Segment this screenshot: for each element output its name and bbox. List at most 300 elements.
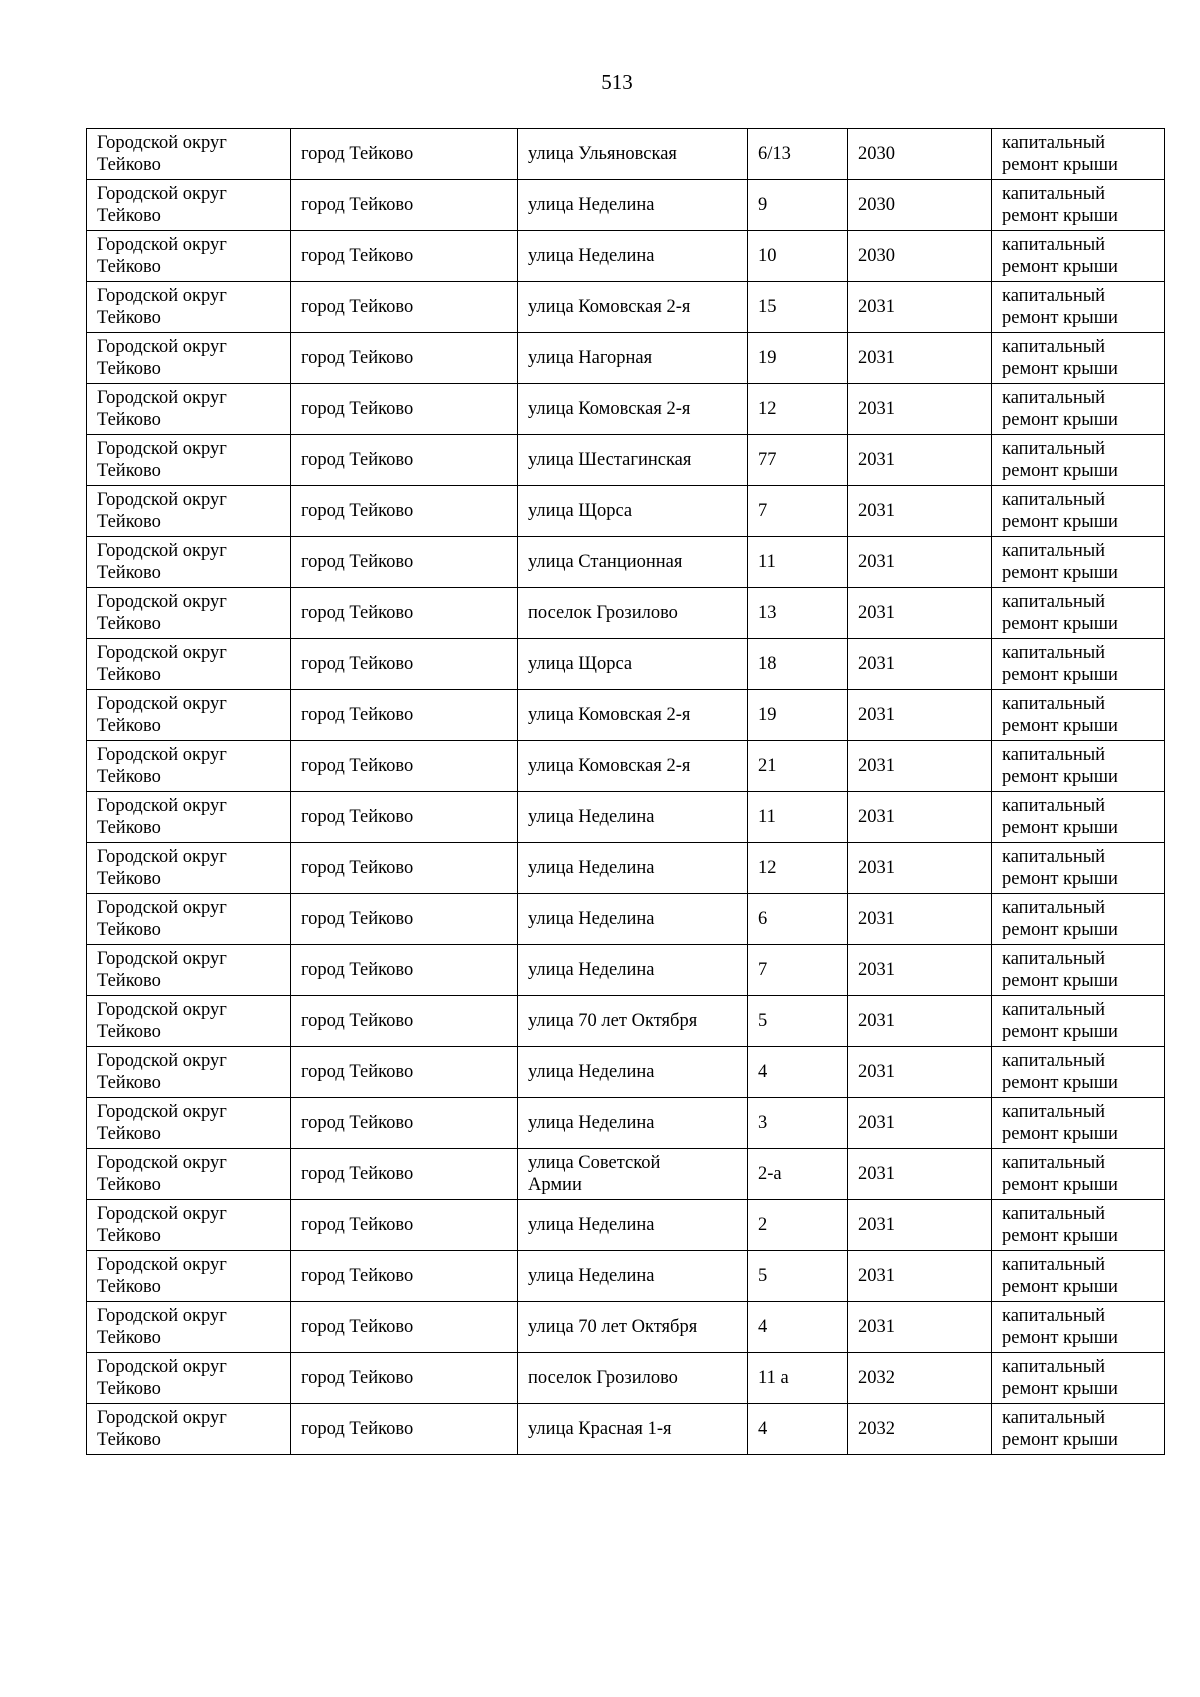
cell-district [87,486,291,537]
cell-work-type-line: капитальный [1002,847,1106,867]
cell-district-line: Тейково [97,818,161,838]
cell-street [518,1047,748,1098]
cell-work-type-line: ремонт крыши [1002,563,1118,583]
cell-house-number: 4 [748,1302,848,1353]
cell-district-line: Тейково [97,359,161,379]
table-row [87,894,1165,945]
cell-work-type-line: ремонт крыши [1002,359,1118,379]
cell-street [518,945,748,996]
cell-year: 2031 [848,690,992,741]
cell-district-line: Городской округ [97,388,227,408]
cell-work-type-line: ремонт крыши [1002,614,1118,634]
cell-work-type-line: капитальный [1002,490,1106,510]
cell-work-type-line: капитальный [1002,592,1106,612]
cell-locality: город Тейково [291,486,518,537]
cell-district-line: Городской округ [97,184,227,204]
cell-house-number: 12 [748,384,848,435]
cell-locality: город Тейково [291,639,518,690]
cell-locality: город Тейково [291,1098,518,1149]
cell-work-type-line: капитальный [1002,694,1106,714]
cell-work-type-line: капитальный [1002,286,1106,306]
cell-district [87,1251,291,1302]
cell-work-type [992,537,1165,588]
table-row [87,1149,1165,1200]
cell-year: 2030 [848,231,992,282]
cell-street-line: улица Неделина [528,858,655,878]
cell-work-type [992,588,1165,639]
cell-locality: город Тейково [291,792,518,843]
cell-district [87,945,291,996]
table-row [87,1200,1165,1251]
cell-work-type [992,996,1165,1047]
cell-work-type [992,741,1165,792]
cell-year: 2031 [848,741,992,792]
table-row [87,180,1165,231]
cell-work-type [992,1353,1165,1404]
cell-year: 2031 [848,1047,992,1098]
cell-street [518,537,748,588]
cell-street-line: улица Неделина [528,1062,655,1082]
cell-street [518,1251,748,1302]
cell-house-number: 19 [748,333,848,384]
cell-district-line: Тейково [97,869,161,889]
cell-year: 2031 [848,384,992,435]
cell-year: 2032 [848,1353,992,1404]
cell-work-type [992,792,1165,843]
cell-district-line: Городской округ [97,133,227,153]
cell-street [518,1302,748,1353]
table-row [87,690,1165,741]
cell-house-number: 7 [748,486,848,537]
cell-district [87,588,291,639]
table-row [87,1047,1165,1098]
cell-district [87,1200,291,1251]
cell-locality: город Тейково [291,1149,518,1200]
cell-year: 2031 [848,996,992,1047]
cell-house-number: 2-а [748,1149,848,1200]
cell-work-type-line: капитальный [1002,1408,1106,1428]
cell-house-number: 9 [748,180,848,231]
cell-work-type [992,486,1165,537]
cell-street-line: улица Комовская 2-я [528,399,691,419]
cell-district-line: Тейково [97,461,161,481]
cell-street-line: улица Нагорная [528,348,653,368]
cell-work-type-line: капитальный [1002,1000,1106,1020]
cell-work-type [992,1047,1165,1098]
cell-district-line: Тейково [97,1430,161,1450]
cell-district [87,996,291,1047]
cell-street-line: улица Комовская 2-я [528,297,691,317]
cell-street [518,996,748,1047]
cell-district [87,1404,291,1455]
cell-district [87,894,291,945]
cell-district [87,129,291,180]
cell-district-line: Городской округ [97,643,227,663]
cell-street-line: улица Красная 1-я [528,1419,672,1439]
cell-district [87,333,291,384]
cell-street [518,486,748,537]
cell-work-type [992,129,1165,180]
cell-work-type-line: ремонт крыши [1002,1430,1118,1450]
cell-year: 2030 [848,180,992,231]
cell-work-type-line: ремонт крыши [1002,920,1118,940]
cell-work-type-line: ремонт крыши [1002,665,1118,685]
cell-district-line: Городской округ [97,796,227,816]
cell-district-line: Городской округ [97,694,227,714]
cell-district-line: Тейково [97,308,161,328]
cell-street-line: улица Неделина [528,909,655,929]
cell-work-type-line: капитальный [1002,439,1106,459]
cell-locality: город Тейково [291,1302,518,1353]
cell-street-line: улица Ульяновская [528,144,677,164]
cell-district-line: Городской округ [97,1102,227,1122]
cell-street [518,588,748,639]
table-row [87,333,1165,384]
repair-schedule-table [86,128,1165,1455]
cell-work-type [992,1251,1165,1302]
cell-district-line: Тейково [97,614,161,634]
cell-street [518,1404,748,1455]
cell-district-line: Городской округ [97,1000,227,1020]
cell-district [87,741,291,792]
cell-work-type-line: капитальный [1002,1102,1106,1122]
cell-year: 2031 [848,1149,992,1200]
cell-street [518,639,748,690]
cell-work-type-line: ремонт крыши [1002,716,1118,736]
table-row [87,945,1165,996]
cell-street-line: поселок Грозилово [528,603,678,623]
cell-district [87,1353,291,1404]
cell-locality: город Тейково [291,1404,518,1455]
cell-work-type-line: капитальный [1002,1204,1106,1224]
cell-work-type-line: капитальный [1002,1153,1106,1173]
cell-street-line: улица 70 лет Октября [528,1011,698,1031]
cell-street [518,894,748,945]
cell-house-number: 3 [748,1098,848,1149]
cell-locality: город Тейково [291,894,518,945]
table-row [87,486,1165,537]
cell-work-type [992,1200,1165,1251]
cell-year: 2031 [848,1200,992,1251]
cell-year: 2030 [848,129,992,180]
cell-locality: город Тейково [291,129,518,180]
cell-work-type-line: ремонт крыши [1002,1328,1118,1348]
cell-locality: город Тейково [291,1047,518,1098]
cell-street-line: улица Неделина [528,807,655,827]
cell-street-line: Армии [528,1175,582,1195]
cell-street-line: улица Советской [528,1153,661,1173]
table-body [87,129,1165,1455]
cell-work-type-line: ремонт крыши [1002,971,1118,991]
cell-house-number: 21 [748,741,848,792]
cell-house-number: 11 а [748,1353,848,1404]
cell-house-number: 4 [748,1404,848,1455]
cell-locality: город Тейково [291,231,518,282]
cell-work-type [992,639,1165,690]
cell-district-line: Тейково [97,1175,161,1195]
cell-work-type [992,843,1165,894]
cell-year: 2031 [848,792,992,843]
cell-street [518,282,748,333]
cell-work-type-line: ремонт крыши [1002,410,1118,430]
cell-house-number: 2 [748,1200,848,1251]
cell-work-type-line: ремонт крыши [1002,512,1118,532]
cell-district [87,231,291,282]
cell-year: 2031 [848,639,992,690]
cell-district-line: Тейково [97,1073,161,1093]
cell-street [518,1149,748,1200]
cell-locality: город Тейково [291,435,518,486]
cell-street-line: улица Шестагинская [528,450,692,470]
cell-district-line: Городской округ [97,1153,227,1173]
cell-locality: город Тейково [291,1200,518,1251]
cell-work-type-line: ремонт крыши [1002,461,1118,481]
cell-work-type-line: капитальный [1002,541,1106,561]
cell-house-number: 7 [748,945,848,996]
cell-district [87,180,291,231]
cell-district-line: Тейково [97,665,161,685]
cell-work-type [992,384,1165,435]
cell-work-type [992,1404,1165,1455]
cell-district-line: Городской округ [97,1306,227,1326]
cell-street-line: улица Неделина [528,1266,655,1286]
cell-district-line: Тейково [97,1328,161,1348]
cell-district-line: Тейково [97,716,161,736]
cell-street-line: улица 70 лет Октября [528,1317,698,1337]
cell-street-line: улица Станционная [528,552,683,572]
cell-work-type-line: ремонт крыши [1002,1022,1118,1042]
cell-year: 2031 [848,537,992,588]
table-row [87,996,1165,1047]
cell-district-line: Городской округ [97,490,227,510]
table-row [87,282,1165,333]
cell-work-type-line: капитальный [1002,898,1106,918]
cell-street [518,180,748,231]
cell-district-line: Тейково [97,1226,161,1246]
cell-locality: город Тейково [291,690,518,741]
table-row [87,843,1165,894]
cell-district [87,1149,291,1200]
cell-district [87,537,291,588]
cell-house-number: 13 [748,588,848,639]
cell-street [518,1200,748,1251]
table-row [87,129,1165,180]
table-row [87,435,1165,486]
cell-district-line: Тейково [97,1277,161,1297]
cell-house-number: 4 [748,1047,848,1098]
cell-work-type [992,1302,1165,1353]
cell-locality: город Тейково [291,996,518,1047]
cell-house-number: 6/13 [748,129,848,180]
cell-district-line: Городской округ [97,1357,227,1377]
cell-district-line: Тейково [97,410,161,430]
cell-district-line: Тейково [97,920,161,940]
cell-work-type-line: ремонт крыши [1002,257,1118,277]
cell-house-number: 77 [748,435,848,486]
cell-work-type-line: ремонт крыши [1002,767,1118,787]
cell-district [87,282,291,333]
cell-work-type-line: капитальный [1002,643,1106,663]
cell-year: 2031 [848,843,992,894]
cell-house-number: 18 [748,639,848,690]
cell-house-number: 19 [748,690,848,741]
cell-work-type [992,333,1165,384]
cell-district-line: Тейково [97,767,161,787]
cell-year: 2031 [848,282,992,333]
cell-house-number: 10 [748,231,848,282]
table-row [87,231,1165,282]
cell-work-type [992,282,1165,333]
cell-street-line: улица Щорса [528,501,633,521]
cell-district-line: Городской округ [97,1051,227,1071]
cell-locality: город Тейково [291,384,518,435]
cell-locality: город Тейково [291,333,518,384]
cell-district-line: Тейково [97,155,161,175]
cell-work-type-line: капитальный [1002,235,1106,255]
cell-work-type-line: капитальный [1002,1357,1106,1377]
cell-locality: город Тейково [291,180,518,231]
cell-district-line: Тейково [97,512,161,532]
cell-work-type [992,435,1165,486]
cell-house-number: 6 [748,894,848,945]
cell-district [87,843,291,894]
cell-district-line: Тейково [97,563,161,583]
cell-locality: город Тейково [291,843,518,894]
cell-locality: город Тейково [291,945,518,996]
table-row [87,1302,1165,1353]
page-number: 513 [601,70,633,94]
table-row [87,1251,1165,1302]
cell-locality: город Тейково [291,1251,518,1302]
cell-district-line: Тейково [97,257,161,277]
cell-year: 2031 [848,435,992,486]
cell-district [87,435,291,486]
cell-district-line: Городской округ [97,1204,227,1224]
cell-district-line: Городской округ [97,592,227,612]
cell-year: 2031 [848,1302,992,1353]
cell-work-type-line: ремонт крыши [1002,1073,1118,1093]
cell-street-line: улица Неделина [528,1113,655,1133]
cell-house-number: 12 [748,843,848,894]
cell-district-line: Городской округ [97,1255,227,1275]
cell-district-line: Тейково [97,1022,161,1042]
cell-locality: город Тейково [291,588,518,639]
cell-work-type-line: капитальный [1002,949,1106,969]
cell-district [87,1047,291,1098]
cell-work-type-line: капитальный [1002,1051,1106,1071]
cell-work-type-line: капитальный [1002,1255,1106,1275]
cell-year: 2031 [848,1098,992,1149]
cell-work-type-line: ремонт крыши [1002,1175,1118,1195]
cell-street-line: улица Неделина [528,195,655,215]
cell-work-type-line: капитальный [1002,1306,1106,1326]
cell-street [518,690,748,741]
cell-district-line: Городской округ [97,235,227,255]
cell-work-type-line: капитальный [1002,388,1106,408]
cell-work-type [992,1098,1165,1149]
cell-street-line: улица Щорса [528,654,633,674]
cell-work-type [992,894,1165,945]
table-row [87,639,1165,690]
cell-district [87,639,291,690]
cell-work-type-line: капитальный [1002,796,1106,816]
cell-house-number: 15 [748,282,848,333]
cell-work-type-line: ремонт крыши [1002,308,1118,328]
cell-locality: город Тейково [291,1353,518,1404]
cell-year: 2031 [848,894,992,945]
cell-street [518,129,748,180]
cell-district [87,690,291,741]
cell-work-type-line: ремонт крыши [1002,206,1118,226]
cell-year: 2031 [848,588,992,639]
cell-district-line: Городской округ [97,949,227,969]
cell-work-type [992,945,1165,996]
cell-street [518,333,748,384]
table-row [87,1353,1165,1404]
cell-district [87,384,291,435]
cell-district-line: Городской округ [97,745,227,765]
cell-work-type-line: ремонт крыши [1002,1379,1118,1399]
cell-district-line: Тейково [97,206,161,226]
cell-street-line: поселок Грозилово [528,1368,678,1388]
cell-district-line: Городской округ [97,286,227,306]
cell-street-line: улица Комовская 2-я [528,756,691,776]
cell-work-type [992,180,1165,231]
cell-street [518,384,748,435]
cell-locality: город Тейково [291,537,518,588]
cell-district-line: Городской округ [97,847,227,867]
cell-street [518,792,748,843]
cell-district [87,792,291,843]
cell-street-line: улица Неделина [528,1215,655,1235]
cell-work-type [992,1149,1165,1200]
cell-year: 2031 [848,1251,992,1302]
cell-district-line: Тейково [97,1379,161,1399]
table-row [87,741,1165,792]
cell-work-type [992,690,1165,741]
cell-street-line: улица Неделина [528,246,655,266]
table-row [87,1404,1165,1455]
cell-year: 2031 [848,486,992,537]
cell-district-line: Городской округ [97,898,227,918]
cell-work-type-line: ремонт крыши [1002,869,1118,889]
cell-district-line: Тейково [97,1124,161,1144]
cell-work-type-line: ремонт крыши [1002,1226,1118,1246]
cell-year: 2031 [848,945,992,996]
cell-house-number: 5 [748,1251,848,1302]
cell-work-type-line: капитальный [1002,337,1106,357]
table-row [87,1098,1165,1149]
cell-district-line: Городской округ [97,1408,227,1428]
cell-street-line: улица Комовская 2-я [528,705,691,725]
cell-house-number: 5 [748,996,848,1047]
cell-work-type-line: ремонт крыши [1002,818,1118,838]
cell-locality: город Тейково [291,282,518,333]
cell-year: 2031 [848,333,992,384]
cell-house-number: 11 [748,537,848,588]
cell-work-type-line: капитальный [1002,133,1106,153]
table-row [87,537,1165,588]
cell-street [518,435,748,486]
cell-year: 2032 [848,1404,992,1455]
cell-street [518,1098,748,1149]
cell-work-type-line: капитальный [1002,745,1106,765]
cell-district-line: Тейково [97,971,161,991]
cell-street [518,741,748,792]
table-row [87,792,1165,843]
cell-district-line: Городской округ [97,541,227,561]
cell-work-type-line: капитальный [1002,184,1106,204]
